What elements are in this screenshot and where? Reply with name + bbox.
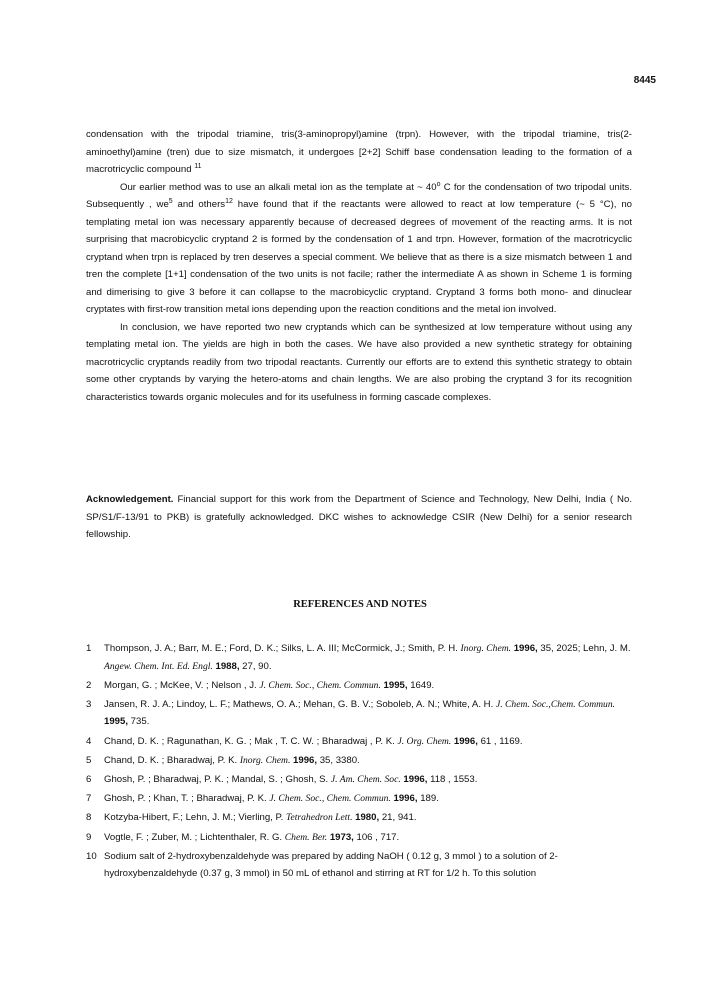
reference-journal: J. Org. Chem. xyxy=(397,735,452,747)
reference-year: 1995, xyxy=(380,679,408,691)
reference-segment: 106 , 717. xyxy=(353,831,400,843)
reference-year: 1996, xyxy=(290,754,318,766)
reference-segment: 35, 2025; Lehn, J. M. xyxy=(537,643,631,654)
reference-text xyxy=(104,809,638,827)
reference-segment: 35, 3380. xyxy=(317,754,360,766)
reference-segment: Chand, D. K. ; Bharadwaj, P. K. xyxy=(104,754,240,766)
reference-text xyxy=(104,696,638,731)
reference-text xyxy=(104,752,638,770)
reference-year: 1996, xyxy=(390,793,418,805)
reference-journal: Chem. Ber. xyxy=(284,831,328,843)
reference-year: 1996, xyxy=(511,643,538,654)
acknowledgement-heading: Acknowledgement. xyxy=(86,494,174,505)
references-heading: REFERENCES AND NOTES xyxy=(293,599,427,610)
reference-segment: 61 , 1169. xyxy=(477,735,523,747)
reference-item xyxy=(86,677,638,695)
reference-segment: Kotzyba-Hibert, F.; Lehn, J. M.; Vierling, P. xyxy=(104,812,287,824)
acknowledgement xyxy=(86,491,632,544)
reference-journal: Inorg. Chem. xyxy=(239,754,291,766)
reference-number: 5 xyxy=(86,754,92,766)
reference-text xyxy=(104,848,638,883)
reference-item xyxy=(86,733,638,751)
reference-segment: Morgan, G. ; McKee, V. ; Nelson , J. xyxy=(104,679,260,691)
reference-segment: Ghosh, P. ; Khan, T. ; Bharadwaj, P. K. xyxy=(104,793,270,805)
reference-item xyxy=(86,640,638,675)
reference-journal: Inorg. Chem. xyxy=(460,643,512,654)
reference-text xyxy=(104,677,638,695)
acknowledgement-text: Financial support for this work from the Department of Science and Technology, New Delhi, India ( No. SP/S1/F-13/91 to PKB) is gratefully acknowledged. DKC wishes to acknowledge CSIR (New Delhi) for a senior research fellowship. xyxy=(86,494,632,540)
body-text xyxy=(86,126,632,406)
reference-journal: J. Am. Chem. Soc. xyxy=(330,773,401,785)
reference-item xyxy=(86,790,638,808)
reference-number: 6 xyxy=(86,773,92,785)
reference-segment: Chand, D. K. ; Ragunathan, K. G. ; Mak , T. C. W. ; Bharadwaj , P. K. xyxy=(104,735,398,747)
reference-segment: Jansen, R. J. A.; Lindoy, L. F.; Mathews, O. A.; Mehan, G. B. V.; Soboleb, A. N.; White, A. H. xyxy=(104,698,496,710)
reference-number: 2 xyxy=(86,679,92,691)
reference-text xyxy=(104,640,638,675)
reference-text xyxy=(104,829,638,847)
reference-year: 1980, xyxy=(352,812,380,824)
reference-year: 1995, xyxy=(104,716,129,728)
reference-text xyxy=(104,790,638,808)
reference-number: 4 xyxy=(86,735,92,747)
reference-journal: Tetrahedron Lett. xyxy=(286,812,353,824)
reference-segment: Sodium salt of 2-hydroxybenzaldehyde was prepared by adding NaOH ( 0.12 g, 3 mmol ) to a solution of 2-hydroxybenzaldehyde (0.37 g, 3 mmol) in 50 mL of ethanol and stirring at RT for 1/2 h. To this solution xyxy=(104,850,558,880)
reference-segment: 189. xyxy=(417,793,439,805)
page-number: 8445 xyxy=(633,75,656,86)
reference-segment: 27, 90. xyxy=(239,660,272,672)
reference-text xyxy=(104,733,638,751)
reference-segment: 21, 941. xyxy=(379,812,417,824)
reference-item xyxy=(86,848,638,883)
reference-number: 9 xyxy=(86,831,92,843)
reference-number: 3 xyxy=(86,698,92,710)
references-list xyxy=(86,640,638,884)
reference-journal: Angew. Chem. Int. Ed. Engl. xyxy=(104,660,213,672)
reference-segment: 118 , 1553. xyxy=(427,773,478,785)
paragraph-continuation: condensation with the tripodal triamine, tris(3-aminopropyl)amine (trpn). However, with the tripodal triamine, tris(2-aminoethyl)amine (tren) due to size mismatch, it undergoes [2+2] Schiff base condensation leading to the formation of a macrotricyclic compound $^{11}$ xyxy=(86,129,632,175)
paragraph-method: Our earlier method was to use an alkali metal ion as the template at ~ 40$^o$ C for the condensation of two tripodal units. Subsequently , $we^5$ and others$^{12}$ have found that if the reactants were allowed to react at low temperature (~ 5 °C), no templating metal ion was necessary apparently because of decreased degrees of movement of the reacting arms. It is not surprising that macrobicyclic cryptand 2 is formed by the condensation of 1 and trpn. However, formation of the macrotricyclic cryptand when trpn is replaced by tren deserves a special comment. We believe that as there is a size mismatch between 1 and tren the complete [1+1] condensation of the two units is not facile; rather the intermediate A as shown in Scheme 1 is forming and dimerising to give 3 before it can collapse to the macrobicyclic cryptand. Cryptand 3 forms both mono- and dinuclear cryptates with first-row transition metal ions depending upon the reaction conditions and the metal ion involved. xyxy=(86,180,633,315)
reference-year: 1996, xyxy=(400,773,428,785)
reference-number: 8 xyxy=(86,812,92,824)
reference-segment: Thompson, J. A.; Barr, M. E.; Ford, D. K.; Silks, L. A. III; McCormick, J.; Smith, P. H. xyxy=(104,643,461,654)
reference-text xyxy=(104,771,638,789)
reference-item xyxy=(86,829,638,847)
reference-year: 1973, xyxy=(327,831,354,843)
reference-journal: J. Chem. Soc., Chem. Commun. xyxy=(259,679,381,691)
reference-item xyxy=(86,771,638,789)
reference-year: 1996, xyxy=(451,735,478,747)
reference-number: 1 xyxy=(86,643,92,654)
reference-item xyxy=(86,696,638,731)
paragraph-conclusion: In conclusion, we have reported two new cryptands which can be synthesized at low temperature without using any templating metal ion. The yields are high in both the cases. We have also provided a new synthetic strategy for obtaining macrotricyclic cryptands readily from two tripodal reactants. Currently our efforts are to extend this synthetic strategy to obtain some other cryptands by varying the hetero-atoms and chain lengths. We are also probing the cryptand 3 for its recognition characteristics towards organic molecules and for its usefulness in forming cascade complexes. xyxy=(86,321,632,403)
reference-number: 7 xyxy=(86,793,92,805)
reference-item xyxy=(86,752,638,770)
reference-segment: Ghosh, P. ; Bharadwaj, P. K. ; Mandal, S. ; Ghosh, S. xyxy=(104,773,331,785)
reference-segment: 735. xyxy=(128,716,150,728)
reference-segment: Vogtle, F. ; Zuber, M. ; Lichtenthaler, R. G. xyxy=(104,831,285,843)
reference-segment: 1649. xyxy=(407,679,435,691)
reference-number: 10 xyxy=(86,850,97,862)
reference-journal: J. Chem. Soc., Chem. Commun. xyxy=(269,793,391,805)
reference-item xyxy=(86,809,638,827)
reference-year: 1988, xyxy=(212,660,240,672)
reference-journal: J. Chem. Soc.,Chem. Commun. xyxy=(495,698,616,710)
